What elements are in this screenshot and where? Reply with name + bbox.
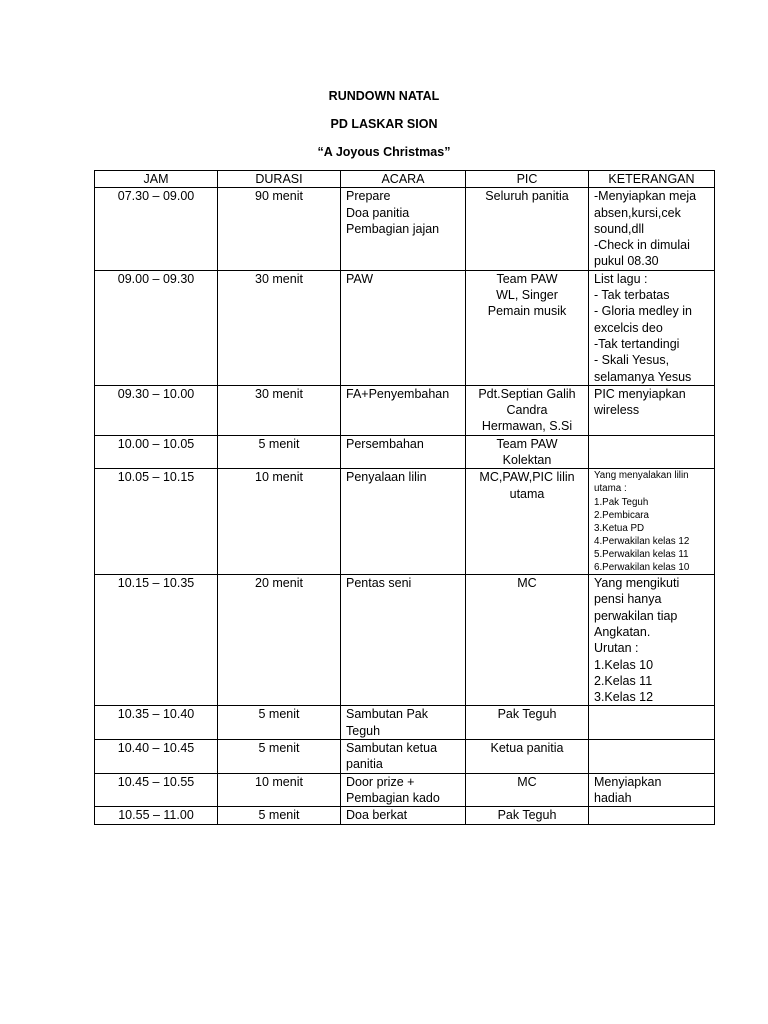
cell-durasi: 5 menit	[218, 807, 341, 824]
cell-jam: 10.35 – 10.40	[95, 706, 218, 740]
cell-keterangan	[589, 469, 715, 575]
table-row	[95, 270, 715, 385]
cell-pic	[466, 469, 589, 575]
pic-line: Pdt.Septian Galih	[478, 386, 576, 401]
header-keterangan: KETERANGAN	[589, 171, 715, 188]
cell-pic	[466, 188, 589, 270]
keterangan-line: perwakilan tiap	[594, 608, 678, 623]
pic-line: utama	[509, 486, 545, 501]
keterangan-line: sound,dll	[594, 221, 645, 236]
event-theme: “A Joyous Christmas”	[317, 145, 451, 159]
acara-line: Doa panitia	[346, 205, 410, 220]
rundown-table	[94, 170, 715, 825]
pic-line: MC	[517, 576, 537, 591]
acara-line: panitia	[346, 757, 383, 772]
table-row	[95, 188, 715, 270]
pic-line: Kolektan	[502, 453, 552, 468]
cell-jam: 10.40 – 10.45	[95, 740, 218, 774]
cell-durasi: 30 menit	[218, 270, 341, 385]
keterangan-line: Urutan :	[594, 641, 639, 656]
keterangan-line: - Skali Yesus,	[594, 353, 670, 368]
acara-line: PAW	[346, 271, 374, 286]
acara-line: FA+Penyembahan	[346, 386, 450, 401]
keterangan-line: wireless	[594, 403, 640, 418]
cell-jam: 10.05 – 10.15	[95, 469, 218, 575]
keterangan-line: 4.Perwakilan kelas 12	[594, 535, 690, 547]
keterangan-line: 2.Pembicara	[594, 509, 649, 521]
cell-pic	[466, 385, 589, 435]
cell-pic	[466, 740, 589, 774]
cell-acara	[341, 188, 466, 270]
cell-durasi: 5 menit	[218, 740, 341, 774]
pic-line: MC	[517, 774, 537, 789]
cell-acara	[341, 773, 466, 807]
acara-line: Sambutan ketua	[346, 741, 438, 756]
keterangan-line: 3.Kelas 12	[594, 690, 654, 705]
cell-jam: 10.15 – 10.35	[95, 575, 218, 706]
cell-pic	[466, 706, 589, 740]
acara-line: Door prize +	[346, 774, 415, 789]
cell-jam: 09.00 – 09.30	[95, 270, 218, 385]
cell-jam: 10.00 – 10.05	[95, 435, 218, 469]
cell-jam: 07.30 – 09.00	[95, 188, 218, 270]
keterangan-line: Yang mengikuti	[594, 576, 680, 591]
cell-durasi: 20 menit	[218, 575, 341, 706]
cell-durasi: 10 menit	[218, 469, 341, 575]
keterangan-line: pensi hanya	[594, 592, 662, 607]
pic-line: Pak Teguh	[497, 808, 557, 823]
keterangan-line: - Tak terbatas	[594, 288, 670, 303]
pic-line: Team PAW	[496, 271, 558, 286]
table-row	[95, 740, 715, 774]
keterangan-line: 5.Perwakilan kelas 11	[594, 548, 689, 560]
header-durasi: DURASI	[218, 171, 341, 188]
cell-keterangan	[589, 706, 715, 740]
keterangan-line: 1.Kelas 10	[594, 657, 654, 672]
keterangan-line: -Menyiapkan meja	[594, 189, 697, 204]
table-row	[95, 469, 715, 575]
cell-keterangan	[589, 773, 715, 807]
organization-name: PD LASKAR SION	[330, 117, 438, 131]
cell-keterangan	[589, 807, 715, 824]
header-pic: PIC	[466, 171, 589, 188]
pic-line: Candra	[506, 403, 548, 418]
cell-jam: 09.30 – 10.00	[95, 385, 218, 435]
pic-line: Pak Teguh	[497, 707, 557, 722]
keterangan-line: excelcis deo	[594, 320, 663, 335]
cell-keterangan	[589, 435, 715, 469]
keterangan-line: utama :	[594, 483, 627, 495]
cell-acara	[341, 435, 466, 469]
acara-line: Persembahan	[346, 436, 424, 451]
keterangan-line: List lagu :	[594, 271, 648, 286]
cell-acara	[341, 575, 466, 706]
keterangan-line: Angkatan.	[594, 624, 651, 639]
acara-line: Pembagian kado	[346, 790, 440, 805]
table-row	[95, 807, 715, 824]
cell-jam: 10.45 – 10.55	[95, 773, 218, 807]
cell-durasi: 5 menit	[218, 435, 341, 469]
keterangan-line: 1.Pak Teguh	[594, 496, 649, 508]
pic-line: WL, Singer	[496, 288, 558, 303]
table-row	[95, 435, 715, 469]
pic-line: MC,PAW,PIC lilin	[479, 470, 575, 485]
table-row	[95, 773, 715, 807]
header-jam: JAM	[95, 171, 218, 188]
cell-pic	[466, 270, 589, 385]
rundown-table-body	[95, 188, 715, 824]
cell-keterangan	[589, 270, 715, 385]
cell-durasi: 30 menit	[218, 385, 341, 435]
keterangan-line: -Tak tertandingi	[594, 336, 680, 351]
pic-line: Hermawan, S.Si	[481, 419, 573, 434]
pic-line: Ketua panitia	[490, 741, 564, 756]
cell-pic	[466, 575, 589, 706]
keterangan-line: - Gloria medley in	[594, 304, 692, 319]
cell-keterangan	[589, 575, 715, 706]
pic-line: Pemain musik	[487, 304, 567, 319]
keterangan-line: -Check in dimulai	[594, 238, 690, 253]
keterangan-line: PIC menyiapkan	[594, 386, 686, 401]
keterangan-line: 2.Kelas 11	[594, 673, 653, 688]
keterangan-line: Yang menyalakan lilin	[594, 470, 689, 482]
keterangan-line: hadiah	[594, 790, 632, 805]
cell-durasi: 10 menit	[218, 773, 341, 807]
cell-acara	[341, 807, 466, 824]
cell-pic	[466, 773, 589, 807]
pic-line: Team PAW	[496, 436, 558, 451]
cell-acara	[341, 270, 466, 385]
keterangan-line: 6.Perwakilan kelas 10	[594, 562, 690, 573]
acara-line: Prepare	[346, 189, 391, 204]
acara-line: Penyalaan lilin	[346, 470, 427, 485]
table-row	[95, 706, 715, 740]
cell-keterangan	[589, 740, 715, 774]
cell-jam: 10.55 – 11.00	[95, 807, 218, 824]
keterangan-line: 3.Ketua PD	[594, 522, 645, 534]
keterangan-line: selamanya Yesus	[594, 369, 692, 384]
pic-line: Seluruh panitia	[485, 189, 569, 204]
cell-keterangan	[589, 188, 715, 270]
acara-line: Teguh	[346, 723, 381, 738]
document-title: RUNDOWN NATAL	[328, 89, 440, 103]
keterangan-line: absen,kursi,cek	[594, 205, 681, 220]
keterangan-line: pukul 08.30	[594, 254, 659, 269]
acara-line: Pembagian jajan	[346, 221, 440, 236]
table-row	[95, 385, 715, 435]
cell-acara	[341, 385, 466, 435]
acara-line: Pentas seni	[346, 576, 412, 591]
cell-keterangan	[589, 385, 715, 435]
cell-pic	[466, 435, 589, 469]
acara-line: Doa berkat	[346, 808, 408, 823]
table-row	[95, 575, 715, 706]
header-acara: ACARA	[341, 171, 466, 188]
keterangan-line: Menyiapkan	[594, 774, 662, 789]
cell-acara	[341, 740, 466, 774]
cell-acara	[341, 469, 466, 575]
cell-durasi: 5 menit	[218, 706, 341, 740]
cell-durasi: 90 menit	[218, 188, 341, 270]
acara-line: Sambutan Pak	[346, 707, 428, 722]
table-header-row	[95, 171, 715, 188]
cell-acara	[341, 706, 466, 740]
cell-pic	[466, 807, 589, 824]
